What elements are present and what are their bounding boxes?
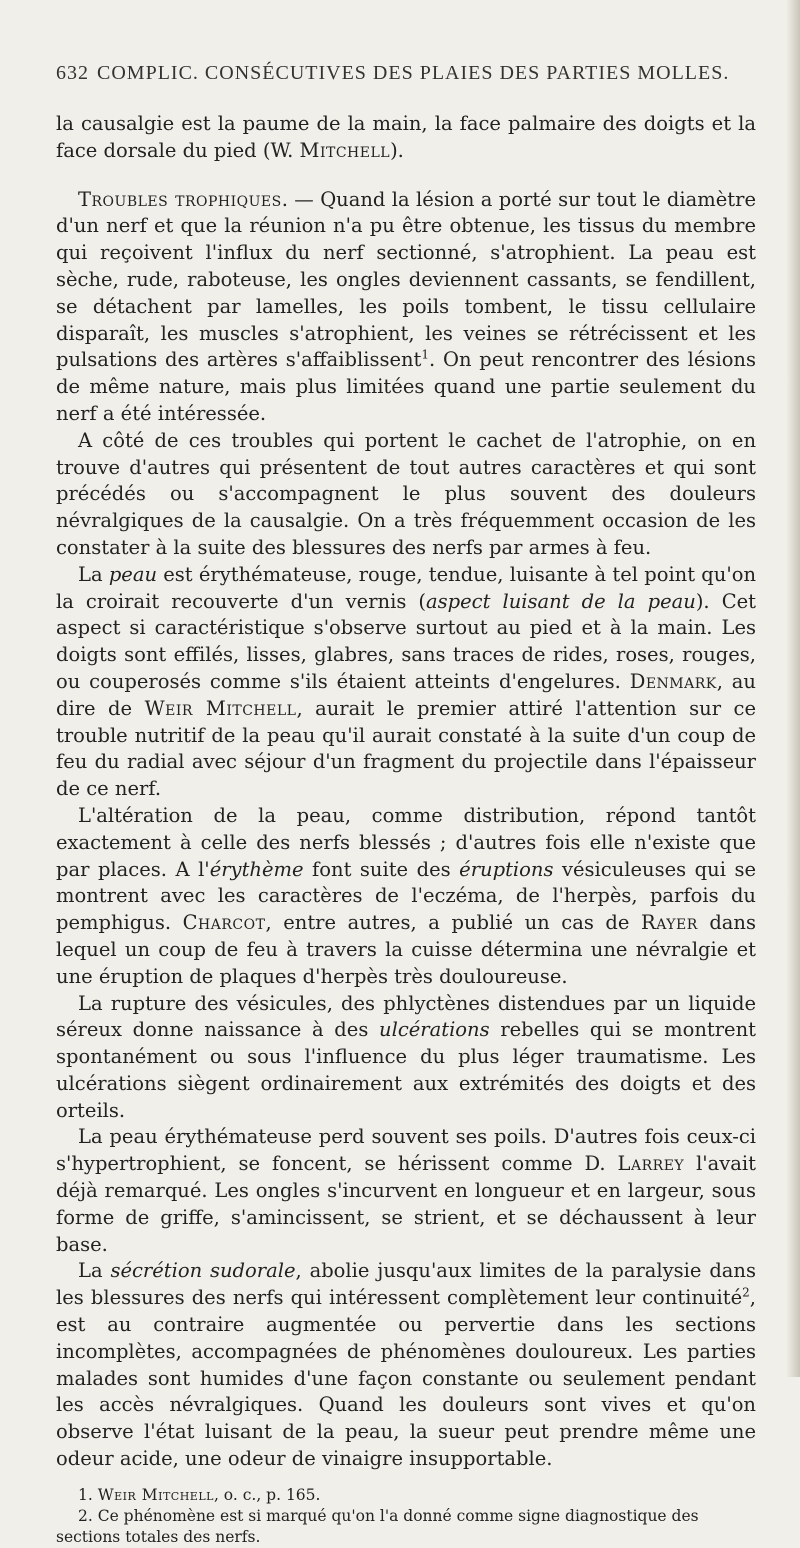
paragraph-3: A côté de ces troubles qui portent le cachet de l'atrophie, on en trouve d'autres qui présentent de tout autres caractères et qui sont précédés ou s'accompagnent le plus souvent des douleurs névralgiques de la causalgie. On a très fréquemment occasion de les constater à la suite des blessures des nerfs par armes à feu.	[56, 428, 756, 559]
paragraph-alteration: L'altération de la peau, comme distribution, répond tantôt exactement à celle des nerfs blessés ; d'autres fois elle n'existe que par places. A l'érythème font suite des éruptions vésiculeuses qui se montrent avec les caractères de l'eczéma, de l'herpès, parfois du pemphigus. Charcot, entre autres, a publié un cas de Rayer dans lequel un coup de feu à travers la cuisse détermina une névralgie et une éruption de plaques d'herpès très douloureuse.	[56, 803, 757, 988]
paragraph-1: la causalgie est la paume de la main, la face palmaire des doigts et la face dorsale du pied (W. Mitchell).	[56, 112, 756, 162]
running-title: COMPLIC. CONSÉCUTIVES DES PLAIES DES PARTIES MOLLES.	[97, 62, 730, 84]
running-header	[56, 62, 756, 85]
page-edge-shadow	[786, 0, 800, 1377]
footnote-ref-1: 1	[421, 347, 430, 362]
body-text	[56, 111, 756, 1473]
paragraph-poils: La peau érythémateuse perd souvent ses poils. D'autres fois ceux-ci s'hypertrophient, se foncent, se hérissent comme D. Larrey l'avait déjà remarqué. Les ongles s'incurvent en longueur et en largeur, sous forme de griffe, s'amincissent, se strient, et se déchaussent à leur base.	[56, 1125, 757, 1256]
paragraph-rupture: La rupture des vésicules, des phlyctènes distendues par un liquide séreux donne naissance à des ulcérations rebelles qui se montrent spontanément ou sous l'influence du plus léger traumatisme. Les ulcérations siègent ordinairement aux extrémités des doigts et des orteils.	[56, 991, 756, 1122]
footnote-ref-2: 2	[742, 1285, 750, 1300]
book-page	[56, 62, 756, 1548]
section-heading: Troubles trophiques	[78, 187, 282, 211]
footnote-1: 1. Weir Mitchell, o. c., p. 165.	[78, 1485, 321, 1504]
footnotes	[56, 1485, 756, 1548]
page-number: 632	[56, 62, 89, 84]
footnote-2: 2. Ce phénomène est si marqué qu'on l'a donné comme signe diagnostique des sections totales des nerfs.	[56, 1506, 699, 1546]
paragraph-peau: La peau est érythémateuse, rouge, tendue, luisante à tel point qu'on la croirait recouverte d'un vernis (aspect luisant de la peau). Cet aspect si caractéristique s'observe surtout au pied et à la main. Les doigts sont effilés, lisses, glabres, sans traces de rides, roses, rouges, ou couperosés comme s'ils étaient atteints d'engelures. Denmark, au dire de Weir Mitchell, aurait le premier attiré l'attention sur ce trouble nutritif de la peau qu'il aurait constaté à la suite d'un coup de feu du radial avec séjour d'un fragment du projectile dans l'épaisseur de ce nerf.	[56, 562, 757, 801]
paragraph-troubles-trophiques: Troubles trophiques. — Quand la lésion a porté sur tout le diamètre d'un nerf et que la réunion n'a pu être obtenue, les tissus du membre qui reçoivent l'influx du nerf sectionné, s'atrophient. La peau est sèche, rude, raboteuse, les ongles deviennent cassants, se fendillent, se détachent par lamelles, les poils tombent, le tissu cellulaire disparaît, les muscles s'atrophient, les veines se rétrécissent et les pulsations des artères s'affaiblissent$^1$. On peut rencontrer des lésions de même nature, mais plus limitées quand une partie seulement du nerf a été intéressée.	[56, 187, 756, 425]
paragraph-secretion: La sécrétion sudorale, abolie jusqu'aux limites de la paralysie dans les blessures des nerfs qui intéressent complètement leur continuité$^2$, est au contraire augmentée ou pervertie dans les sections incomplètes, accompagnées de phénomènes douloureux. Les parties malades sont humides d'une façon constante ou seulement pendant les accès névralgiques. Quand les douleurs sont vives et qu'on observe l'état luisant de la peau, la sueur peut prendre même une odeur acide, une odeur de vinaigre insupportable.	[56, 1259, 756, 1471]
